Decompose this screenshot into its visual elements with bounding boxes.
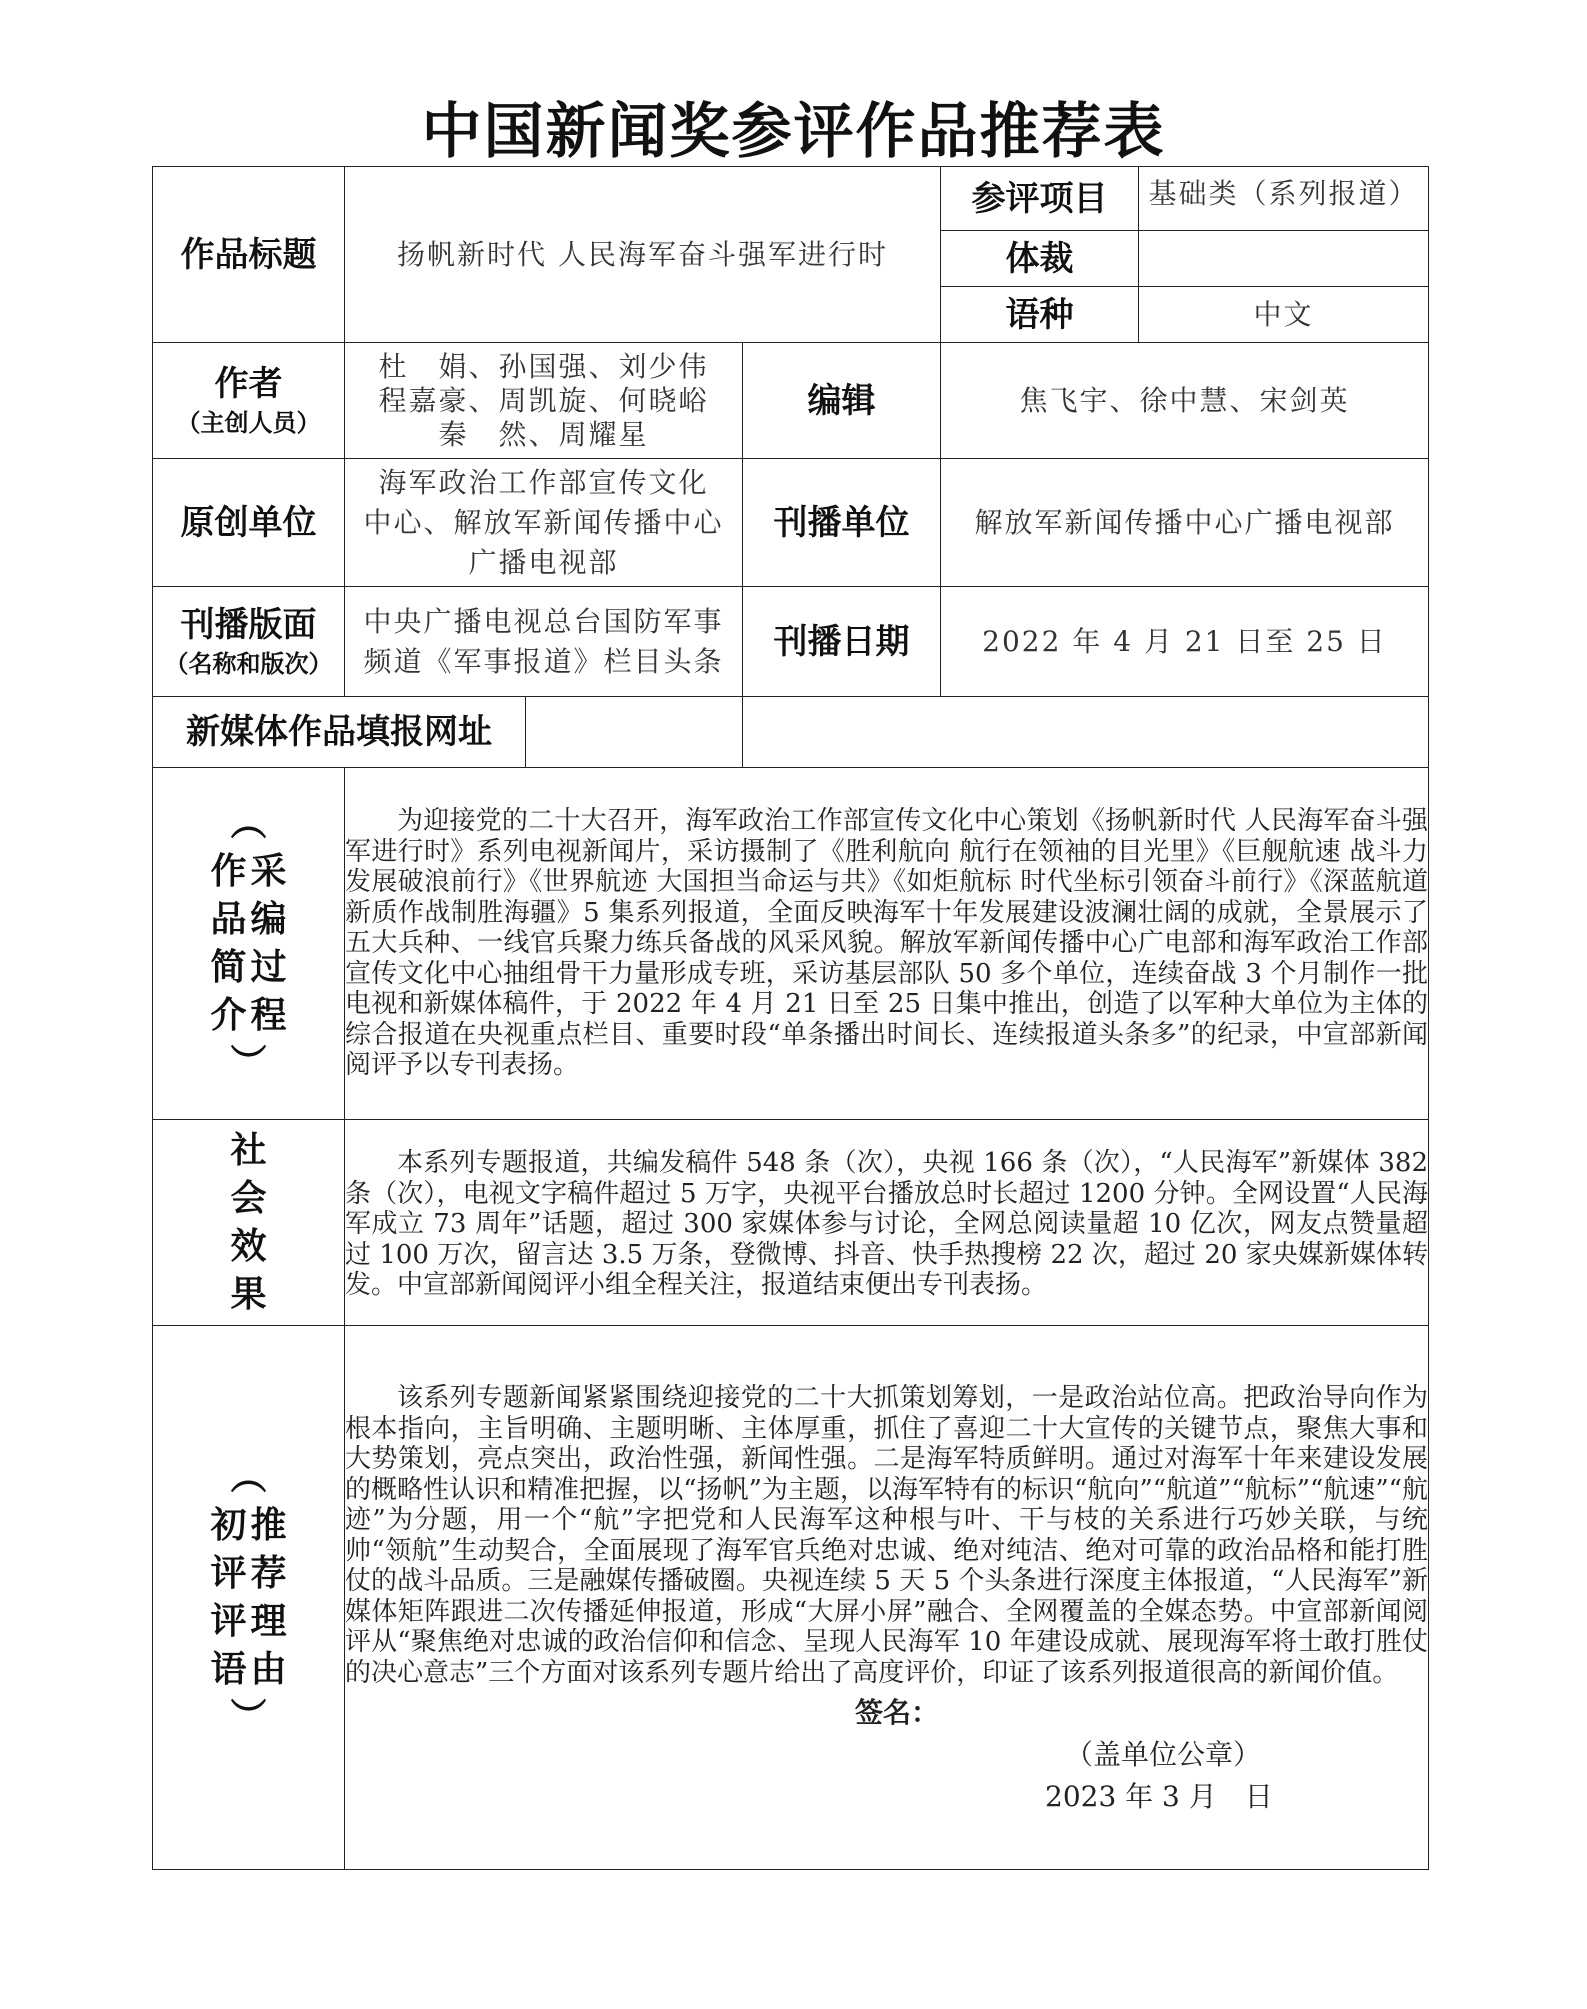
publish-section-line: 中央广播电视总台国防军事 [363,604,724,638]
origin-unit-line: 海军政治工作部宣传文化 [378,465,709,499]
origin-unit-line: 中心、解放军新闻传播中心 [363,505,724,539]
label-char: 果 [230,1273,267,1315]
category-label: 参评项目 [941,167,1139,231]
reason-text-cell [345,1326,1429,1870]
new-media-url-row [153,697,743,768]
author-label-sub: （主创人员） [176,408,321,437]
reason-label [153,1326,345,1870]
seal-note: （盖单位公章） [1065,1738,1262,1771]
publish-unit-value: 解放军新闻传播中心广播电视部 [941,459,1429,587]
new-media-url-value [526,697,742,767]
label-char: 编 [250,898,287,940]
label-char: 社 [230,1129,267,1171]
editor-value: 焦飞宇、徐中慧、宋剑英 [941,343,1429,459]
label-char: 品 [210,898,247,940]
category-value: 基础类（系列报道） [1139,167,1429,231]
intro-label-col1 [210,848,246,1040]
work-title-label: 作品标题 [153,167,345,343]
intro-bracket-top: ︵ [230,802,267,844]
social-effect-text-cell [345,1120,1429,1326]
publish-section-label [153,587,345,697]
intro-label [153,768,345,1120]
publish-section-value [345,587,743,697]
sign-date: 2023 年 3 月 日 [1045,1780,1273,1813]
document-title: 中国新闻奖参评作品推荐表 [421,97,1166,167]
author-label [153,343,345,459]
label-char: 荐 [250,1552,287,1594]
label-char: 介 [210,994,247,1036]
signature-block [345,1694,1428,1814]
author-label-main: 作者 [214,363,283,404]
new-media-url-blank [743,697,1429,768]
label-char: 推 [250,1504,287,1546]
recommendation-form [152,166,1429,1870]
intro-text: 为迎接党的二十大召开，海军政治工作部宣传文化中心策划《扬帆新时代 人民海军奋斗强军进行时》系列电视新闻片，采访摄制了《胜利航向 航行在领袖的目光里》《巨舰航速 战斗力发展破浪前行》《世界航迹 大国担当命运与共》《如炬航标 时代坐标引领奋斗前行》《深蓝航道 新质作战制胜海疆》5 集系列报道，全面反映海军十年发展建设波澜壮阔的成就，全景展示了五大兵种、一线官兵聚力练兵备战的风采风貌。解放军新闻传播中心广电部和海军政治工作部宣传文化中心抽组骨干力量形成专班，采访基层部队 50 多个单位，连续奋战 3 个月制作一批电视和新媒体稿件，于 2022 年 4 月 21 日至 25 日集中推出，创造了以军种大单位为主体的综合报道在央视重点栏目、重要时段“单条播出时间长、连续报道头条多”的纪录，中宣部新闻阅评予以专刊表扬。 [345,806,1428,1081]
publish-unit-label: 刊播单位 [743,459,941,587]
intro-bracket-bottom: ︶ [230,1042,267,1084]
reason-bracket-bottom: ︶ [230,1696,267,1738]
label-char: 初 [210,1504,247,1546]
publish-section-label-sub: （名称和版次） [164,649,333,678]
label-char: 简 [210,946,247,988]
label-char: 由 [250,1648,287,1690]
author-line: 程嘉豪、周凯旋、何晓峪 [378,383,709,417]
label-char: 过 [250,946,287,988]
publish-date-value: 2022 年 4 月 21 日至 25 日 [941,587,1429,697]
label-char: 程 [250,994,287,1036]
origin-unit-label: 原创单位 [153,459,345,587]
reason-text: 该系列专题新闻紧紧围绕迎接党的二十大抓策划筹划，一是政治站位高。把政治导向作为根本指向，主旨明确、主题明晰、主体厚重，抓住了喜迎二十大宣传的关键节点，聚焦大事和大势策划，亮点突出，政治性强，新闻性强。二是海军特质鲜明。通过对海军十年来建设发展的概略性认识和精准把握，以“扬帆”为主题，以海军特有的标识“航向”“航道”“航标”“航速”“航迹”为分题，用一个“航”字把党和人民海军这种根与叶、干与枝的关系进行巧妙关联，与统帅“领航”生动契合，全面展现了海军官兵绝对忠诚、绝对纯洁、绝对可靠的政治品格和能打胜仗的战斗品质。三是融媒传播破圈。央视连续 5 天 5 个头条进行深度主体报道，“人民海军”新媒体矩阵跟进二次传播延伸报道，形成“大屏小屏”融合、全网覆盖的全媒态势。中宣部新闻阅评从“聚焦绝对忠诚的政治信仰和信念、呈现人民海军 10 年建设成就、展现海军将士敢打胜仗的决心意志”三个方面对该系列专题片给出了高度评价，印证了该系列报道很高的新闻价值。 [345,1383,1428,1688]
publish-section-line: 频道《军事报道》栏目头条 [363,644,724,678]
intro-text-cell [345,768,1429,1120]
intro-label-col2 [251,848,287,1040]
social-effect-label [153,1120,345,1326]
language-label: 语种 [941,287,1139,343]
label-char: 评 [210,1552,247,1594]
author-line: 杜 娟、孙国强、刘少伟 [378,349,709,383]
new-media-url-label: 新媒体作品填报网址 [153,697,526,767]
genre-label: 体裁 [941,231,1139,287]
publish-section-label-main: 刊播版面 [180,604,317,645]
author-value [345,343,743,459]
origin-unit-line: 广播电视部 [468,545,619,579]
language-value: 中文 [1139,287,1429,343]
origin-unit-value [345,459,743,587]
author-line: 秦 然、周耀星 [438,417,649,451]
reason-bracket-top: ︵ [230,1456,267,1498]
label-char: 语 [210,1648,247,1690]
work-title-value: 扬帆新时代 人民海军奋斗强军进行时 [345,167,941,343]
label-char: 理 [250,1600,287,1642]
label-char: 评 [210,1600,247,1642]
social-effect-text: 本系列专题报道，共编发稿件 548 条（次），央视 166 条（次），“人民海军”新媒体 382 条（次），电视文字稿件超过 5 万字，央视平台播放总时长超过 1200 分钟。全网设置“人民海军成立 73 周年”话题，超过 300 家媒体参与讨论，全网总阅读量超 10 亿次，网友点赞量超过 100 万次，留言达 3.5 万条，登微博、抖音、快手热搜榜 22 次，超过 20 家央媒新媒体转发。中宣部新闻阅评小组全程关注，报道结束便出专刊表扬。 [345,1148,1428,1301]
genre-value [1139,231,1429,287]
reason-label-col2 [251,1502,287,1694]
label-char: 会 [230,1177,267,1219]
publish-date-label: 刊播日期 [743,587,941,697]
signature-label: 签名： [855,1696,940,1729]
reason-label-col1 [210,1502,246,1694]
label-char: 效 [230,1225,267,1267]
editor-label: 编辑 [743,343,941,459]
label-char: 作 [210,850,247,892]
label-char: 采 [250,850,287,892]
